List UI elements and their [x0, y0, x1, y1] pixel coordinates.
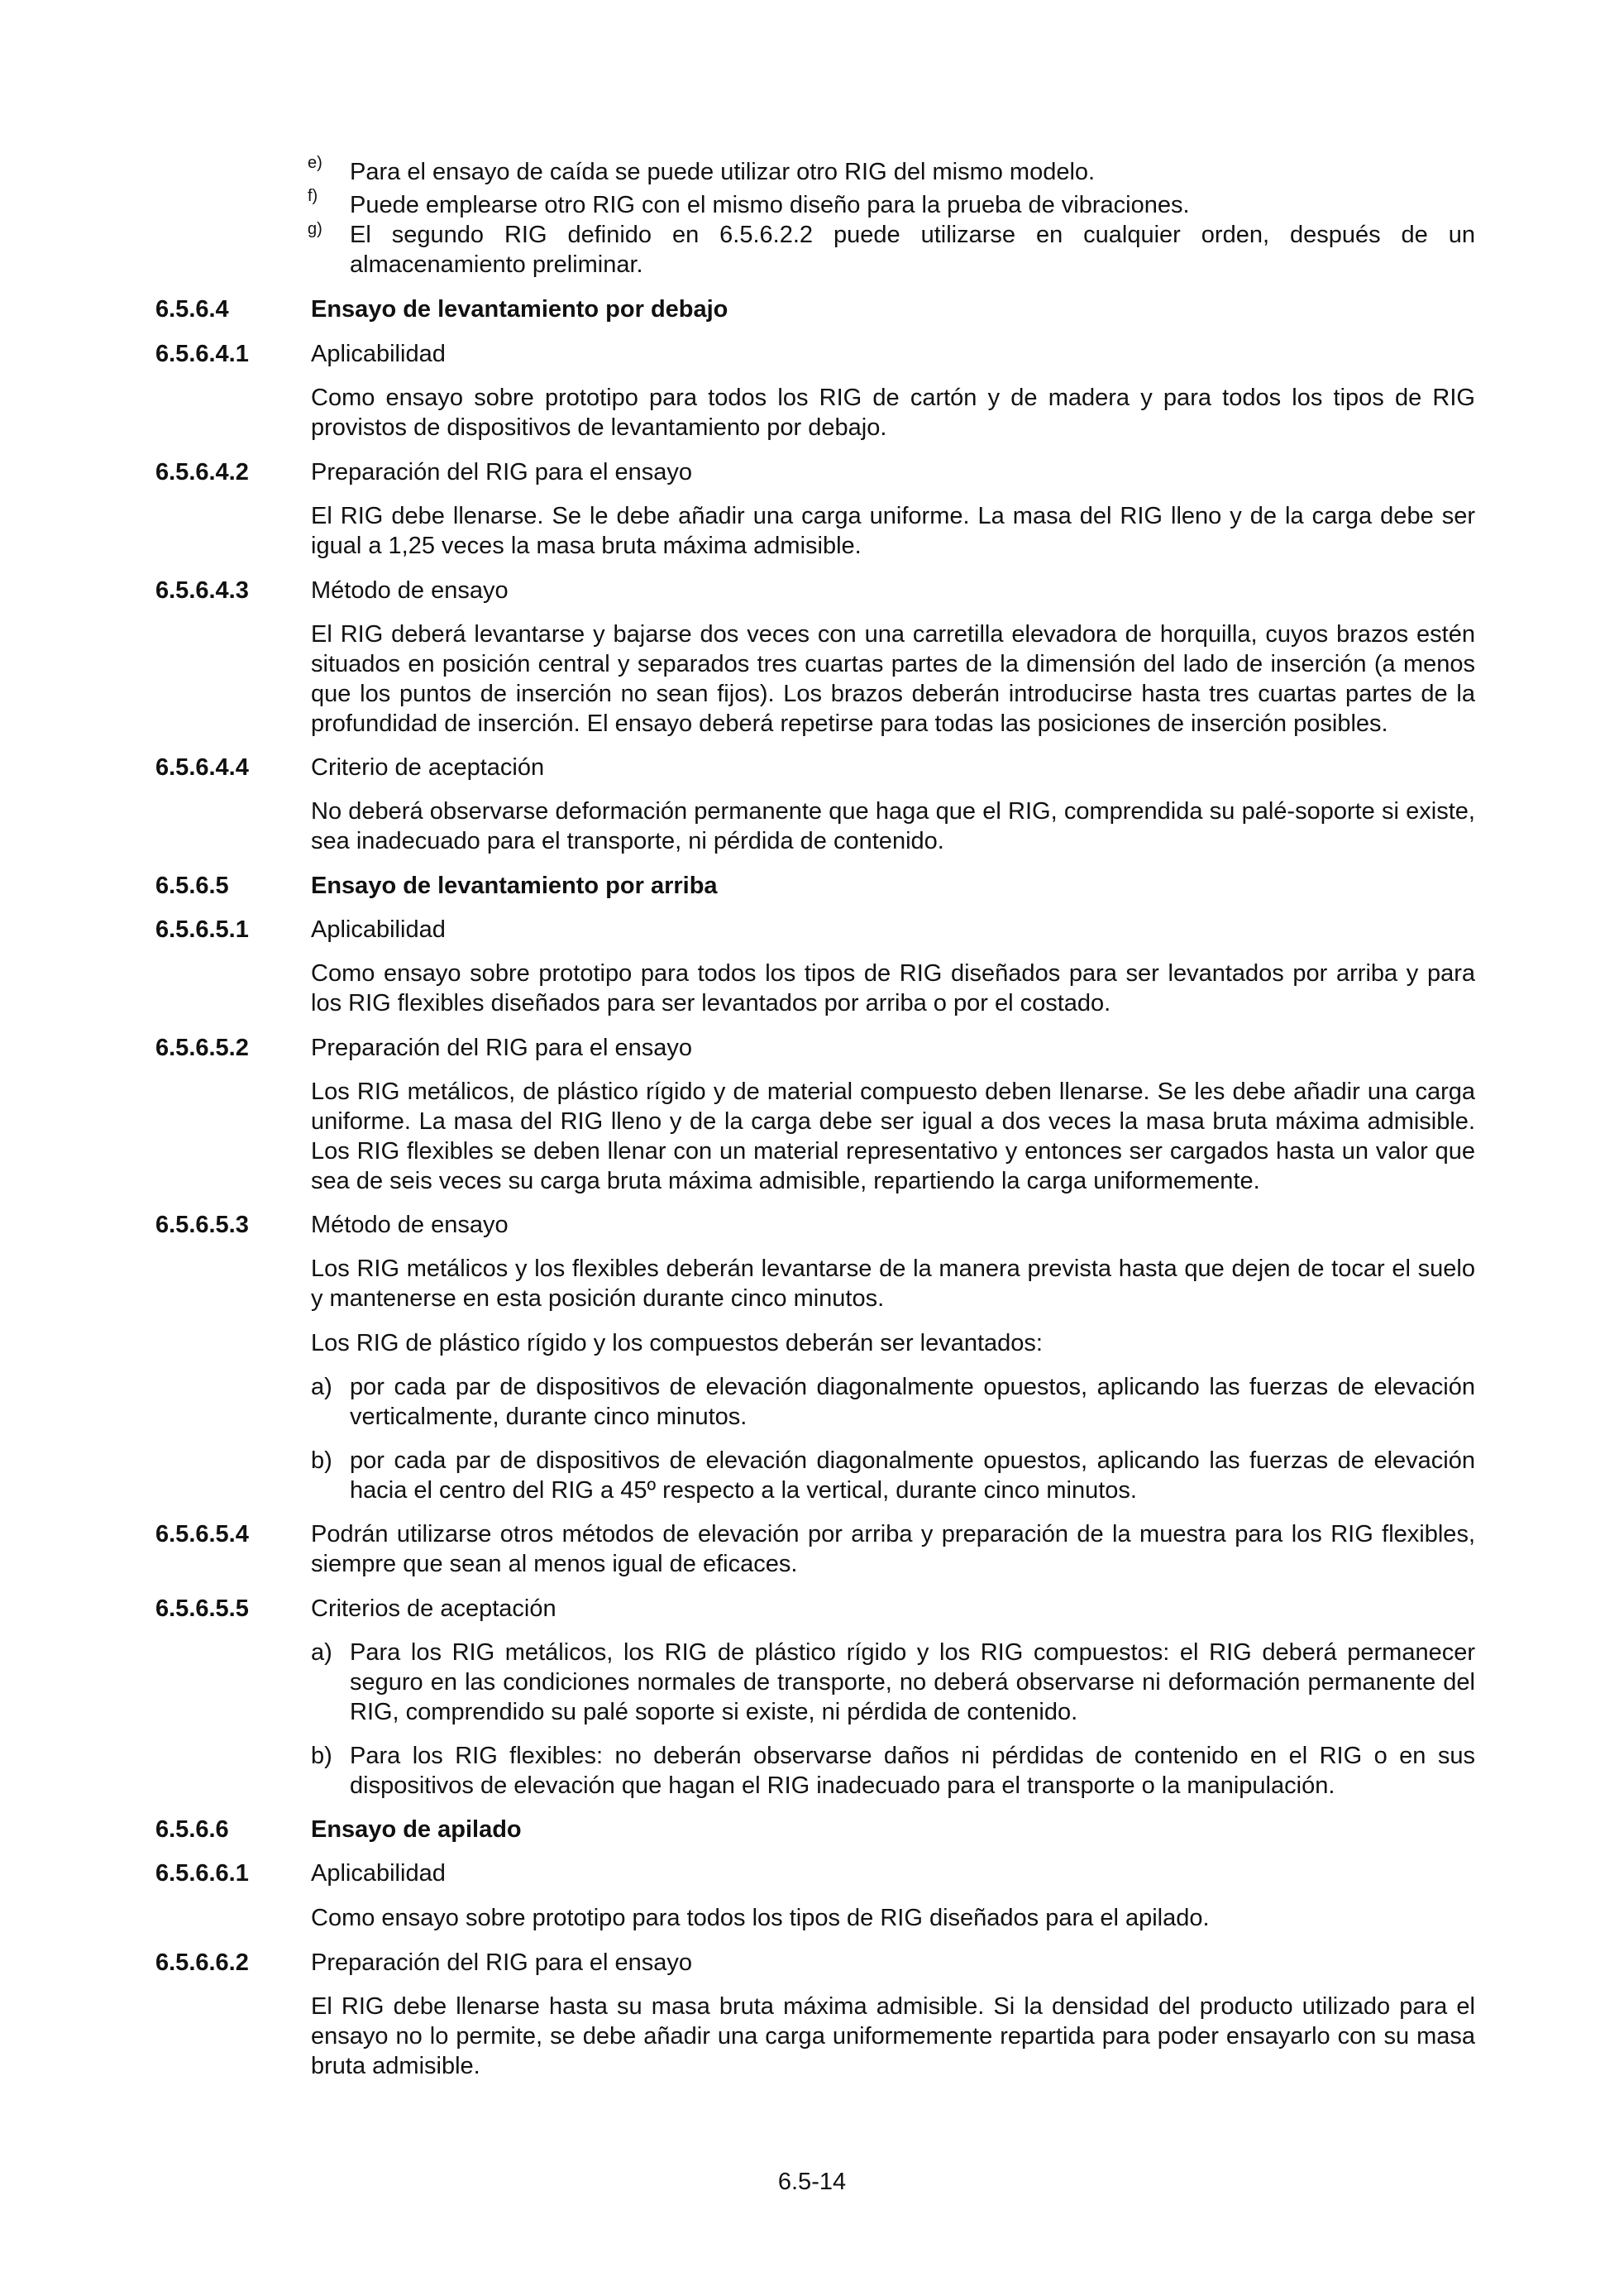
paragraph: Podrán utilizarse otros métodos de elevación por arriba y preparación de la muestra para los RIG flexibles, siempre que sean al menos igual de eficaces.	[311, 1521, 1475, 1577]
subsection-number: 6.5.6.4.2	[155, 459, 249, 486]
footnote-text: Puede emplearse otro RIG con el mismo diseño para la prueba de vibraciones.	[350, 192, 1190, 218]
paragraph: Los RIG de plástico rígido y los compuestos deberán ser levantados:	[311, 1330, 1043, 1356]
paragraph: Los RIG metálicos, de plástico rígido y de material compuesto deben llenarse. Se les debe añadir una carga uniforme. La masa del RIG lleno y de la carga debe ser igual a dos veces la masa bruta máxima admisible. Los RIG flexibles se deben llenar con un material representativo y entonces ser cargados hasta un valor que sea de seis veces su carga bruta máxima admisible, repartiendo la carga uniformemente.	[311, 1079, 1475, 1194]
paragraph: Como ensayo sobre prototipo para todos los tipos de RIG diseñados para el apilado.	[311, 1905, 1210, 1931]
list-item-mark: a)	[311, 1639, 332, 1666]
page-number: 6.5-14	[777, 2169, 847, 2195]
paragraph: El RIG debe llenarse. Se le debe añadir una carga uniforme. La masa del RIG lleno y de la carga debe ser igual a 1,25 veces la masa bruta máxima admisible.	[311, 503, 1475, 559]
subsection-number: 6.5.6.5.2	[155, 1035, 249, 1061]
subsection-title: Preparación del RIG para el ensayo	[311, 1949, 693, 1976]
subsection-title: Criterios de aceptación	[311, 1595, 556, 1622]
section-title: Ensayo de levantamiento por debajo	[311, 296, 728, 323]
list-item-text: Para los RIG metálicos, los RIG de plástico rígido y los RIG compuestos: el RIG deberá permanecer seguro en las condiciones normales de transporte, no deberá observarse ni deformación permanente del RIG, comprendido su palé soporte si existe, ni pérdida de contenido.	[350, 1639, 1475, 1725]
subsection-number: 6.5.6.5.5	[155, 1595, 249, 1622]
footnote-text: El segundo RIG definido en 6.5.6.2.2 puede utilizarse en cualquier orden, después de un almacenamiento preliminar.	[350, 222, 1475, 278]
list-item-mark: b)	[311, 1743, 332, 1769]
subsection-number: 6.5.6.5.3	[155, 1212, 249, 1238]
section-number: 6.5.6.4	[155, 296, 229, 323]
subsection-title: Método de ensayo	[311, 1212, 509, 1238]
list-item-text: por cada par de dispositivos de elevación diagonalmente opuestos, aplicando las fuerzas de elevación verticalmente, durante cinco minutos.	[350, 1374, 1475, 1430]
subsection-title: Aplicabilidad	[311, 916, 446, 943]
section-title: Ensayo de apilado	[311, 1816, 522, 1843]
subsection-title: Aplicabilidad	[311, 341, 446, 367]
subsection-title: Método de ensayo	[311, 577, 509, 604]
list-item-text: por cada par de dispositivos de elevación diagonalmente opuestos, aplicando las fuerzas de elevación hacia el centro del RIG a 45º respecto a la vertical, durante cinco minutos.	[350, 1447, 1475, 1504]
subsection-number: 6.5.6.4.4	[155, 754, 249, 781]
paragraph: Como ensayo sobre prototipo para todos los tipos de RIG diseñados para ser levantados por arriba y para los RIG flexibles diseñados para ser levantados por arriba o por el costado.	[311, 960, 1475, 1016]
paragraph: Como ensayo sobre prototipo para todos los RIG de cartón y de madera y para todos los tipos de RIG provistos de dispositivos de levantamiento por debajo.	[311, 385, 1475, 441]
list-item-mark: a)	[311, 1374, 332, 1400]
footnote-mark: e)	[308, 154, 322, 172]
footnote-mark: f)	[308, 187, 318, 205]
subsection-title: Aplicabilidad	[311, 1860, 446, 1887]
subsection-title: Preparación del RIG para el ensayo	[311, 459, 693, 486]
paragraph: Los RIG metálicos y los flexibles deberán levantarse de la manera prevista hasta que dejen de tocar el suelo y mantenerse en esta posición durante cinco minutos.	[311, 1256, 1475, 1312]
subsection-number: 6.5.6.5.4	[155, 1521, 249, 1547]
list-item-mark: b)	[311, 1447, 332, 1474]
subsection-number: 6.5.6.4.1	[155, 341, 249, 367]
paragraph: No deberá observarse deformación permanente que haga que el RIG, comprendida su palé-soporte si existe, sea inadecuado para el transporte, ni pérdida de contenido.	[311, 798, 1475, 854]
section-number: 6.5.6.6	[155, 1816, 229, 1843]
footnote-text: Para el ensayo de caída se puede utilizar otro RIG del mismo modelo.	[350, 159, 1096, 185]
subsection-title: Criterio de aceptación	[311, 754, 545, 781]
paragraph: El RIG deberá levantarse y bajarse dos veces con una carretilla elevadora de horquilla, cuyos brazos estén situados en posición central y separados tres cuartas partes de la dimensión del lado de inserción (a menos que los puntos de inserción no sean fijos). Los brazos deberán introducirse hasta tres cuartas partes de la profundidad de inserción. El ensayo deberá repetirse para todas las posiciones de inserción posibles.	[311, 621, 1475, 737]
paragraph: El RIG debe llenarse hasta su masa bruta máxima admisible. Si la densidad del producto utilizado para el ensayo no lo permite, se debe añadir una carga uniformemente repartida para poder ensayarlo con su masa bruta admisible.	[311, 1993, 1475, 2079]
subsection-number: 6.5.6.5.1	[155, 916, 249, 943]
subsection-number: 6.5.6.6.1	[155, 1860, 249, 1887]
list-item-text: Para los RIG flexibles: no deberán observarse daños ni pérdidas de contenido en el RIG o en sus dispositivos de elevación que hagan el RIG inadecuado para el transporte o la manipulación.	[350, 1743, 1475, 1799]
subsection-number: 6.5.6.6.2	[155, 1949, 249, 1976]
subsection-number: 6.5.6.4.3	[155, 577, 249, 604]
footnote-mark: g)	[308, 220, 322, 238]
section-number: 6.5.6.5	[155, 873, 229, 899]
section-title: Ensayo de levantamiento por arriba	[311, 873, 718, 899]
subsection-title: Preparación del RIG para el ensayo	[311, 1035, 693, 1061]
